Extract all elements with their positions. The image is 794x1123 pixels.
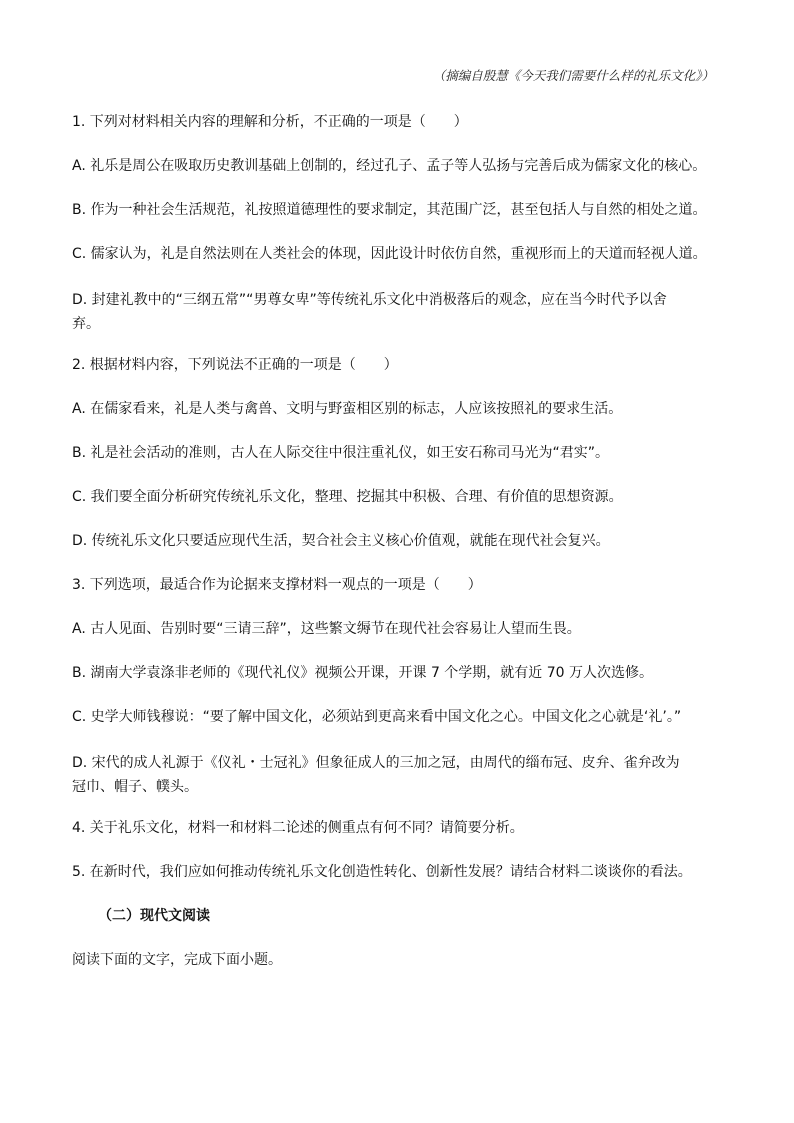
question-1-option-b: B. 作为一种社会生活规范，礼按照道德理性的要求制定，其范围广泛，甚至包括人与自然的相处之道。 [72, 202, 707, 218]
question-5-stem: 5. 在新时代，我们应如何推动传统礼乐文化创造性转化、创新性发展？请结合材料二谈谈你的看法。 [72, 864, 692, 880]
source-citation: （摘编自殷慧《今天我们需要什么样的礼乐文化》） [432, 68, 714, 83]
question-1-option-a: A. 礼乐是周公在吸取历史教训基础上创制的，经过孔子、孟子等人弘扬与完善后成为儒家文化的核心。 [72, 158, 707, 174]
question-3-option-a: A. 古人见面、告别时要“三请三辞”，这些繁文缛节在现代社会容易让人望而生畏。 [72, 621, 581, 637]
question-3-option-b: B. 湖南大学袁涤非老师的《现代礼仪》视频公开课，开课 7 个学期，就有近 70 万人次选修。 [72, 665, 654, 681]
question-list [72, 112, 722, 970]
reading-instruction: 阅读下面的文字，完成下面小题。 [72, 952, 282, 968]
question-1-option-d: D. 封建礼教中的“三纲五常”“男尊女卑”等传统礼乐文化中消极落后的观念，应在当今时代予以舍弃。 [72, 292, 667, 332]
question-4-stem: 4. 关于礼乐文化，材料一和材料二论述的侧重点有何不同？请简要分析。 [72, 820, 524, 836]
question-2-option-b: B. 礼是社会活动的准则，古人在人际交往中很注重礼仪，如王安石称司马光为“君实”。 [72, 445, 610, 461]
question-2-option-c: C. 我们要全面分析研究传统礼乐文化，整理、挖掘其中积极、合理、有价值的思想资源。 [72, 489, 623, 505]
question-3-stem: 3. 下列选项，最适合作为论据来支撑材料一观点的一项是（ ） [72, 577, 482, 593]
question-3-option-c: C. 史学大师钱穆说：“要了解中国文化，必须站到更高来看中国文化之心。中国文化之心就是‘礼’。” [72, 709, 682, 725]
question-2-option-a: A. 在儒家看来，礼是人类与禽兽、文明与野蛮相区别的标志，人应该按照礼的要求生活。 [72, 401, 623, 417]
question-2-stem: 2. 根据材料内容，下列说法不正确的一项是（ ） [72, 357, 398, 373]
section-title: （二）现代文阅读 [98, 908, 210, 924]
question-2-option-d: D. 传统礼乐文化只要适应现代生活，契合社会主义核心价值观，就能在现代社会复兴。 [72, 533, 610, 549]
question-1-option-c: C. 儒家认为，礼是自然法则在人类社会的体现，因此设计时依仿自然，重视形而上的天道而轻视人道。 [72, 246, 707, 262]
question-1-stem: 1. 下列对材料相关内容的理解和分析，不正确的一项是（ ） [72, 114, 468, 130]
question-3-option-d: D. 宋代的成人礼源于《仪礼・士冠礼》但象征成人的三加之冠，由周代的缁布冠、皮弁、雀弁改为冠巾、帽子、幞头。 [72, 755, 680, 795]
